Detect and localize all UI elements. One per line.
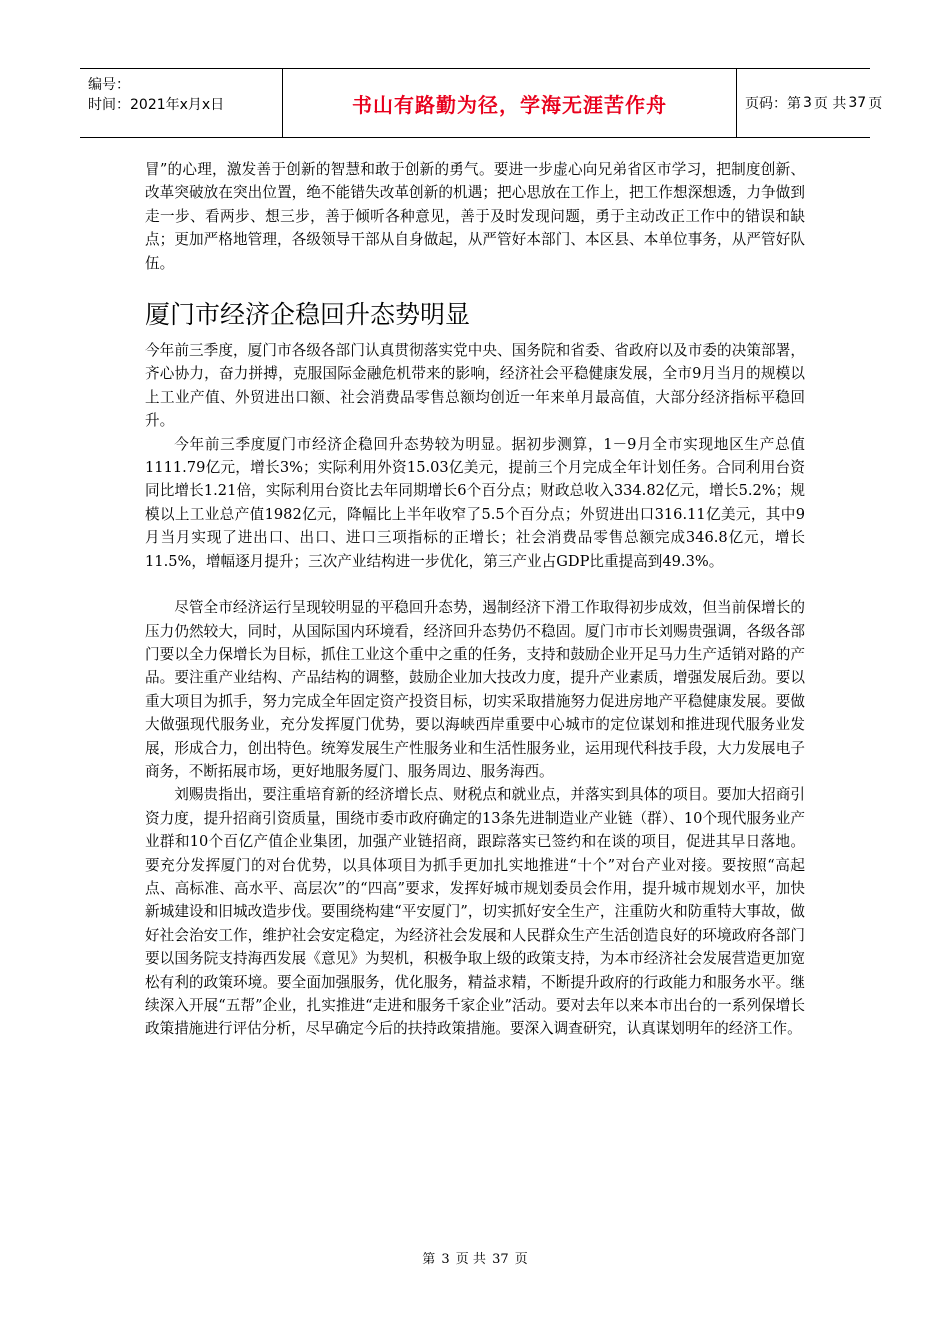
article-paragraph-1: 今年前三季度，厦门市各级各部门认真贯彻落实党中央、国务院和省委、省政府以及市委的决策部署，齐心协力，奋力拼搏，克服国际金融危机带来的影响，经济社会平稳健康发展，全市9月当月的规模以上工业产值、外贸进出口额、社会消费品零售总额均创近一年来单月最高值，大部分经济指标平稳回升。 <box>145 342 805 430</box>
header-motto: 书山有路勤为径，学海无涯苦作舟 <box>282 69 737 137</box>
page-footer <box>0 1248 950 1267</box>
document-body <box>145 158 805 1041</box>
footer-page: 3 <box>441 1252 450 1267</box>
footer-mid: 页 共 <box>455 1252 486 1267</box>
header-meta <box>80 69 282 137</box>
article-paragraph-4: 刘赐贵指出，要注重培育新的经济增长点、财税点和就业点，并落实到具体的项目。要加大招商引资力度，提升招商引资质量，围绕市委市政府确定的13条先进制造业产业链（群）、10个现代服务业产业群和10个百亿产值企业集团，加强产业链招商，跟踪落实已签约和在谈的项目，促进其早日落地。要充分发挥厦门的对台优势，以具体项目为抓手更加扎实地推进“十个”对台产业对接。要按照“高起点、高标准、高水平、高层次”的“四高”要求，发挥好城市规划委员会作用，提升城市规划水平，加快新城建设和旧城改造步伐。要围绕构建“平安厦门”，切实抓好安全生产，注重防火和防重特大事故，做好社会治安工作，维护社会安定稳定，为经济社会发展和人民群众生产生活创造良好的环境政府各部门要以国务院支持海西发展《意见》为契机，积极争取上级的政策支持，为本市经济社会发展营造更加宽松有利的政策环境。要全面加强服务，优化服务，精益求精，不断提升政府的行政能力和服务水平。继续深入开展“五帮”企业，扎实推进“走进和服务千家企业”活动。要对去年以来本市出台的一系列保增长政策措施进行评估分析，尽早确定今后的扶持政策措施。要深入调查研究，认真谋划明年的经济工作。 <box>145 786 805 1038</box>
document-time-label: 时间：2021年x月x日 <box>88 97 225 113</box>
page-total: 37 <box>848 95 867 111</box>
page-header <box>80 68 883 138</box>
paragraph-gap <box>145 573 805 596</box>
footer-pre: 第 <box>422 1252 436 1267</box>
intro-paragraph: 冒”的心理，激发善于创新的智慧和敢于创新的勇气。要进一步虚心向兄弟省区市学习，把制度创新、改革突破放在突出位置，绝不能错失改革创新的机遇；把心思放在工作上，把工作想深想透，力争做到走一步、看两步、想三步，善于倾听各种意见，善于及时发现问题，勇于主动改正工作中的错误和缺点；更加严格地管理，各级领导干部从自身做起，从严管好本部门、本区县、本单位事务，从严管好队伍。 <box>145 161 805 272</box>
page-label-mid: 页 共 <box>813 96 847 112</box>
header-page-info <box>737 69 883 137</box>
page-label-end: 页 <box>868 96 883 112</box>
document-number-label: 编号： <box>88 77 130 93</box>
footer-end: 页 <box>514 1252 528 1267</box>
page-label-prefix: 页码：第 <box>745 96 801 112</box>
article-title: 厦门市经济企稳回升态势明显 <box>145 300 471 330</box>
page-number: 3 <box>803 95 812 111</box>
article-paragraph-3: 尽管全市经济运行呈现较明显的平稳回升态势，遏制经济下滑工作取得初步成效，但当前保增长的压力仍然较大，同时，从国际国内环境看，经济回升态势仍不稳固。厦门市市长刘赐贵强调，各级各部门要以全力保增长为目标，抓住工业这个重中之重的任务，支持和鼓励企业开足马力生产适销对路的产品。要注重产业结构、产品结构的调整，鼓励企业加大技改力度，提升产业素质，增强发展后劲。要以重大项目为抓手，努力完成全年固定资产投资目标，切实采取措施努力促进房地产平稳健康发展。要做大做强现代服务业，充分发挥厦门优势，要以海峡西岸重要中心城市的定位谋划和推进现代服务业发展，形成合力，创出特色。统筹发展生产性服务业和生活性服务业，运用现代科技手段，大力发展电子商务，不断拓展市场，更好地服务厦门、服务周边、服务海西。 <box>145 599 805 780</box>
footer-total: 37 <box>492 1252 509 1267</box>
article-paragraph-2: 今年前三季度厦门市经济企稳回升态势较为明显。据初步测算，1－9月全市实现地区生产总值1111.79亿元，增长3%；实际利用外资15.03亿美元，提前三个月完成全年计划任务。合同利用台资同比增长1.21倍，实际利用台资比去年同期增长6个百分点；财政总收入334.82亿元，增长5.2%；规模以上工业总产值1982亿元，降幅比上半年收窄了5.5个百分点；外贸进出口316.11亿美元，其中9月当月实现了进出口、出口、进口三项指标的正增长；社会消费品零售总额完成346.8亿元，增长11.5%，增幅逐月提升；三次产业结构进一步优化，第三产业占GDP比重提高到49.3%。 <box>145 435 805 570</box>
